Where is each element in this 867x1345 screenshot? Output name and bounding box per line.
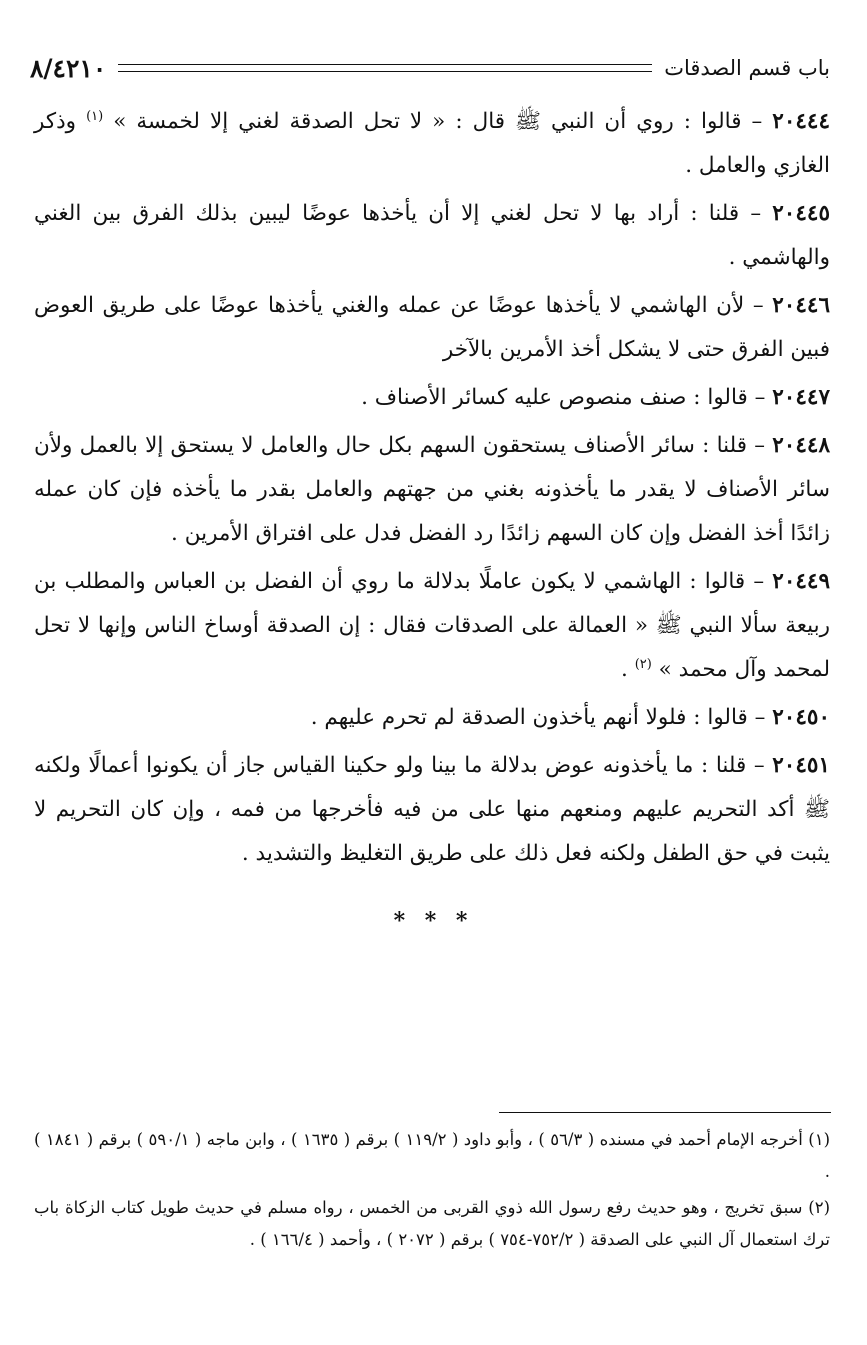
paragraph — [34, 192, 830, 280]
paragraph-number: ٢٠٤٤٩ — [772, 569, 831, 594]
paragraph-text: – قلنا : ما يأخذونه عوض بدلالة ما بينا ولو حكينا القياس جاز أن يكونوا أعمالًا ولكنه ﷺ أكد التحريم عليهم ومنعهم منها على من فيه فأخرجها من فمه ، وإن كان التحريم لا يثبت في حق الطفل ولكنه فعل ذلك على طريق التغليظ والتشديد . — [34, 753, 830, 866]
paragraph — [34, 284, 830, 372]
footnotes — [34, 1124, 830, 1260]
footnote: (٢) سبق تخريج ، وهو حديث رفع رسول الله ذوي القربى من الخمس ، رواه مسلم في حديث طويل كتاب الزكاة باب ترك استعمال آل النبي على الصدقة ( ٧٥٢/٢-٧٥٤ ) برقم ( ٢٠٧٢ ) ، وأحمد ( ١٦٦/٤ ) . — [34, 1198, 830, 1249]
section-separator: * * * — [393, 908, 474, 934]
page-number: ٨/٤٢١٠ — [30, 53, 107, 83]
paragraph — [34, 424, 830, 556]
paragraph-tail: . — [621, 657, 628, 682]
paragraph — [34, 744, 830, 876]
running-title: باب قسم الصدقات — [664, 56, 830, 80]
paragraph-number: ٢٠٤٤٤ — [772, 109, 831, 134]
paragraph-text: – قالوا : فلولا أنهم يأخذون الصدقة لم تحرم عليهم . — [310, 705, 766, 730]
paragraph-tail: وذكر الغازي والعامل . — [34, 109, 830, 178]
paragraph-number: ٢٠٤٤٥ — [772, 201, 830, 226]
paragraph-number: ٢٠٤٥٠ — [772, 705, 830, 730]
page-header — [30, 48, 830, 88]
paragraph-text: – قالوا : روي أن النبي ﷺ قال : « لا تحل الصدقة لغني إلا لخمسة » — [113, 109, 763, 134]
paragraph — [34, 376, 830, 420]
paragraph — [34, 696, 830, 740]
paragraph-number: ٢٠٤٤٦ — [772, 293, 830, 318]
footnote: (١) أخرجه الإمام أحمد في مسنده ( ٥٦/٣ ) ، وأبو داود ( ١١٩/٢ ) برقم ( ١٦٣٥ ) ، وابن ماجه ( ٥٩٠/١ ) برقم ( ١٨٤١ ) . — [34, 1130, 831, 1181]
paragraph-text: – قلنا : سائر الأصناف يستحقون السهم بكل حال والعامل لا يستحق إلا بالعمل ولأن سائر الأصناف لا يقدر ما يأخذونه بغني من جهتهم والعامل بقدر ما يأخذه فإن كان عمله زائدًا أخذ الفضل وإن كان السهم زائدًا رد الفضل فدل على افتراق الأمرين . — [34, 433, 830, 546]
footnote-rule — [499, 1112, 831, 1113]
paragraph-text: – قلنا : أراد بها لا تحل لغني إلا أن يأخذها عوضًا ليبين بذلك الفرق بين الغني والهاشمي . — [34, 201, 830, 270]
paragraph — [34, 100, 830, 188]
footnote-ref[interactable]: (٢) — [634, 656, 652, 672]
main-text — [34, 100, 830, 880]
paragraph-text: – لأن الهاشمي لا يأخذها عوضًا عن عمله والغني يأخذها عوضًا على طريق العوض فبين الفرق حتى لا يشكل أخذ الأمرين بالآخر — [34, 293, 830, 362]
paragraph-text: – قالوا : صنف منصوص عليه كسائر الأصناف . — [361, 385, 766, 410]
paragraph-number: ٢٠٤٤٨ — [772, 433, 830, 458]
paragraph-number: ٢٠٤٥١ — [772, 753, 830, 778]
header-rule — [118, 64, 652, 72]
footnote-ref[interactable]: (١) — [86, 108, 104, 124]
paragraph-number: ٢٠٤٤٧ — [772, 385, 830, 410]
paragraph-text: – قالوا : الهاشمي لا يكون عاملًا بدلالة ما روي أن الفضل بن العباس والمطلب بن ربيعة سألا النبي ﷺ « العمالة على الصدقات فقال : إن الصدقة أوساخ الناس وإنها لا تحل لمحمد وآل محمد » — [34, 569, 830, 682]
paragraph — [34, 560, 830, 692]
